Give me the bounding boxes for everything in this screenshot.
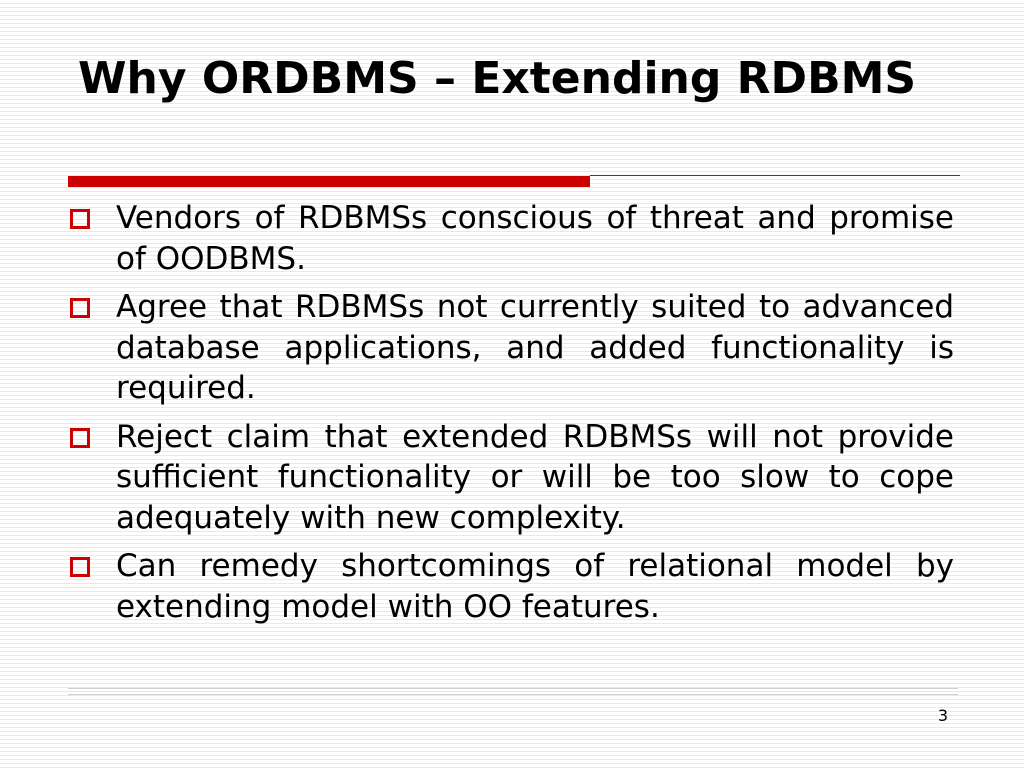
hollow-square-bullet-icon — [70, 209, 90, 229]
bullet-list — [68, 198, 954, 635]
title-underline-thin — [590, 175, 960, 176]
bullet-item — [68, 287, 954, 409]
bullet-text: Reject claim that extended RDBMSs will not provide sufficient functionality or will be too slow to cope adequately with new complexity. — [116, 418, 954, 536]
footer-divider — [68, 688, 958, 695]
bullet-item — [68, 417, 954, 539]
hollow-square-bullet-icon — [70, 557, 90, 577]
bullet-item — [68, 546, 954, 627]
hollow-square-bullet-icon — [70, 298, 90, 318]
bullet-text: Can remedy shortcomings of relational model by extending model with OO features. — [116, 548, 954, 625]
title-underline-thick — [68, 176, 590, 187]
slide-title: Why ORDBMS – Extending RDBMS — [78, 53, 917, 104]
page-number: 3 — [937, 706, 948, 725]
bullet-text: Agree that RDBMSs not currently suited to advanced database applications, and added functionality is required. — [116, 289, 954, 406]
bullet-text: Vendors of RDBMSs conscious of threat and promise of OODBMS. — [116, 200, 954, 277]
hollow-square-bullet-icon — [70, 428, 90, 448]
bullet-item — [68, 198, 954, 279]
